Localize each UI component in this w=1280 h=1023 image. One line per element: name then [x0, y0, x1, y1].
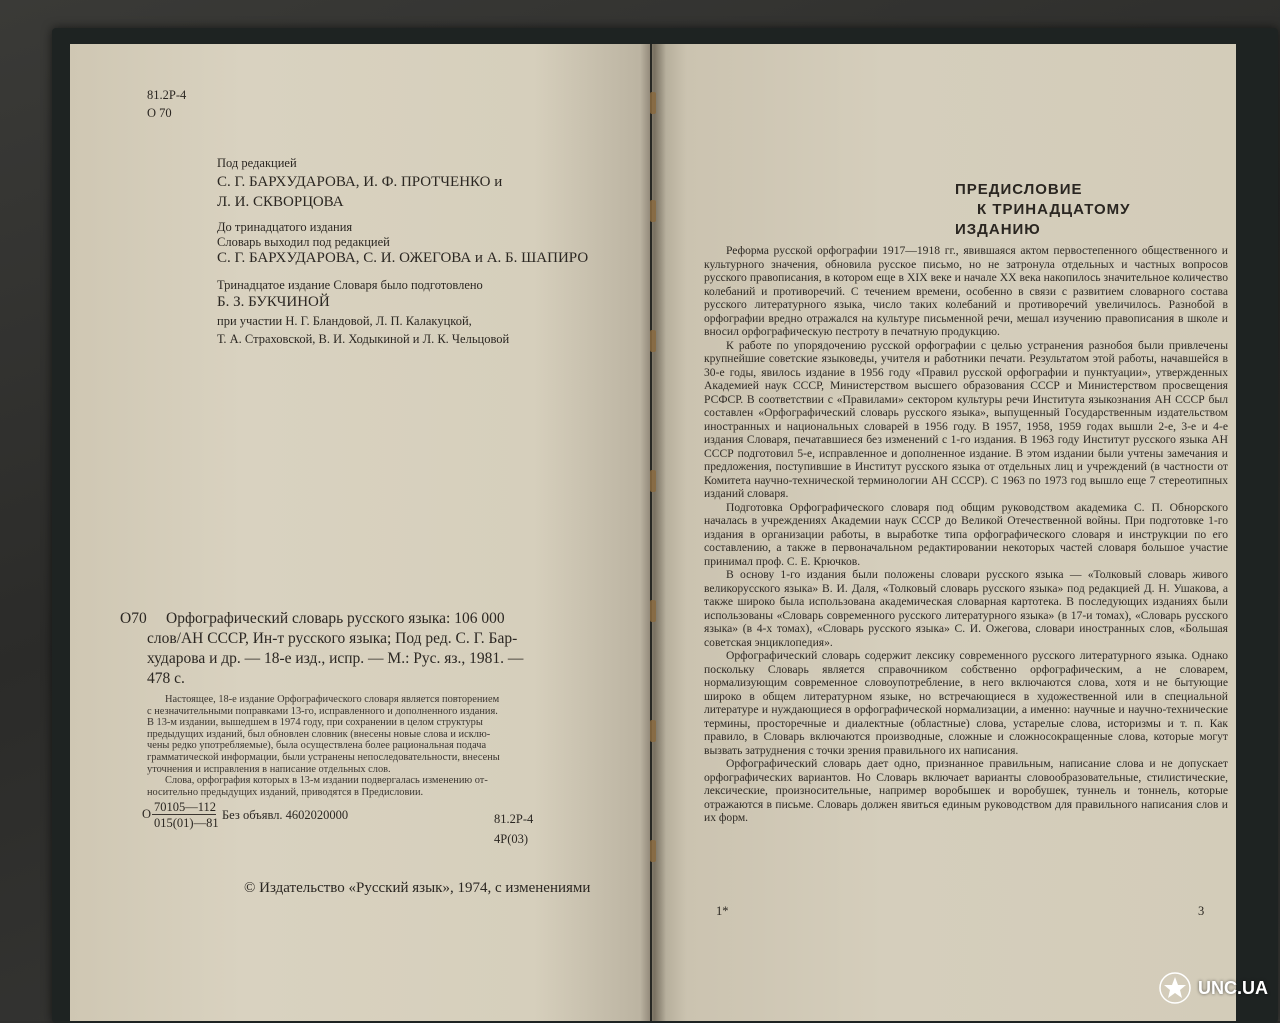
- paragraph: Орфографический словарь содержит лексику современного русского литературного языка. Однако поскольку Словарь является справочником собственно орфографическим, а не словарем, нормализующим современное словоупотребление, в него включаются слова, хотя и не бытующие широко в общем литературном языке, но встречающиеся в художественной или в специальной литературе и нуждающиеся в орфографической нормализации, а именно: научные и научно-технические термины, просторечные и диалектные (областные) слова, устарелые слова, историзмы и т. п. Как правило, в Словарь включаются производные, сложные и сложносокращенные слова, которые могут вызвать затруднения с точки зрения правильного их написания.: [704, 649, 1228, 757]
- edition-notice: Настоящее, 18-е издание Орфографического словаря является повторением с незначительными поправками 13-го, исправленного и дополненного издания. В 13-м издании, вышедшем в 1974 году, при сохранении в целом структуры предыдущих изданий, был обновлен словник (внесены новые слова и исклю- чены редко употребляемые), была осуществлена более рациональная подача грамматической информации, были устранены непоследовательности, внесены уточнения и исправления в написание отдельных слов. Слова, орфография которых в 13-м издании подвергалась изменению от- носительно предыдущих изданий, приводятся в Предисловии.: [147, 694, 500, 798]
- catalog-code: 81.2Р-4: [147, 88, 187, 102]
- prev-editors-names: С. Г. БАРХУДАРОВА, С. И. ОЖЕГОВА и А. Б. ШАПИРО: [217, 250, 589, 266]
- paragraph: В основу 1-го издания были положены словари русского языка — «Толковый словарь живого великорусского языка» В. И. Даля, «Толковый словарь русского языка» под редакцией Д. Н. Ушакова, а также широко была использована академическая словарная картотека. В последующих изданиях были использованы «Словарь современного русского литературного языка» (в 17-и томах), «Словарь русского языка» (в 4-х томах), «Словарь русского языка» С. И. Ожегова, словари иностранных слов, «Большая советская энциклопедия».: [704, 568, 1228, 649]
- page-number: 3: [1198, 904, 1205, 918]
- copyright: © Издательство «Русский язык», 1974, с изменениями: [244, 880, 591, 896]
- catalog-line-2: слов/АН СССР, Ин-т русского языка; Под ред. С. Г. Бар-: [147, 630, 518, 647]
- prepared-name: Б. З. БУКЧИНОЙ: [217, 294, 330, 310]
- watermark: [1158, 971, 1268, 1005]
- catalog-line-3: хударова и др. — 18-е изд., испр. — М.: Рус. яз., 1981. —: [147, 650, 524, 667]
- free-distribution: Без объявл. 4602020000: [222, 808, 349, 822]
- paragraph: Подготовка Орфографического словаря под общим руководством академика С. П. Обнорского началась в учреждениях Академии наук СССР до Великой Отечественной войны. При подготовке 1-го издания в организации работы, в выработке типа орфографического словаря и инструкции по его составлению, а также в первоначальном редактировании некоторых частей словаря большое участие принимал проф. С. Е. Крючков.: [704, 500, 1228, 568]
- watermark-text: UNC.UA: [1198, 977, 1268, 998]
- binding-thread: [650, 720, 656, 742]
- right-page: [652, 44, 1236, 1021]
- catalog-code-2: О 70: [147, 106, 172, 120]
- fraction-rule: [152, 814, 216, 815]
- preface-body: [704, 244, 1228, 825]
- paragraph: Орфографический словарь дает одно, признанное правильным, написание слова и не допускает орфографических вариантов. Но Словарь включает варианты словообразовательные, стилистические, лексические, произносительные, например воробышек и воробушек, туннель и тоннель, которые отражаются в письме. Словарь должен явиться единым руководством для правильного написания слов и их форм.: [704, 757, 1228, 824]
- bbk-code: 81.2Р-4: [494, 812, 534, 826]
- star-logo-icon: [1158, 971, 1192, 1005]
- book-spine-gutter: [640, 44, 666, 1021]
- editors-names-1: С. Г. БАРХУДАРОВА, И. Ф. ПРОТЧЕНКО и: [217, 174, 503, 190]
- binding-thread: [650, 330, 656, 352]
- binding-thread: [650, 600, 656, 622]
- signature-mark: 1*: [716, 904, 729, 918]
- participants-1: при участии Н. Г. Бландовой, Л. П. Калакуцкой,: [217, 314, 472, 328]
- binding-thread: [650, 840, 656, 862]
- editors-names-2: Л. И. СКВОРЦОВА: [217, 194, 344, 210]
- binding-thread: [650, 200, 656, 222]
- fraction-bottom: 015(01)—81: [154, 816, 219, 830]
- catalog-mark: О70: [120, 610, 147, 627]
- editors-label: Под редакцией: [217, 156, 297, 170]
- bbk-code-2: 4Р(03): [494, 832, 529, 846]
- preface-heading: ПРЕДИСЛОВИЕ К ТРИНАДЦАТОМУ ИЗДАНИЮ: [955, 181, 1131, 238]
- prepared-label: Тринадцатое издание Словаря было подготовлено: [217, 278, 483, 292]
- left-page: [70, 44, 650, 1021]
- paragraph: Реформа русской орфографии 1917—1918 гг., явившаяся актом первостепенного общественного и культурного значения, обновила русское письмо, но не затронула отдельных и частных вопросов русского правописания, в котором еще в XIX веке и начале XX века накопилось значительное количество колебаний и противоречий. С течением времени, особенно в связи с развитием словарного состава русского литературного языка, число таких колебаний и противоречий увеличилось. Разнобой в орфографии вредно отражался на культуре письменной речи, мешал изучению правописания в школе и вносил орфографическую пестроту в печатную продукцию.: [704, 244, 1228, 338]
- catalog-line-1: Орфографический словарь русского языка: 106 000: [166, 610, 505, 627]
- prev-editors-label-2: Словарь выходил под редакцией: [217, 235, 390, 249]
- prev-editors-label-1: До тринадцатого издания: [217, 220, 353, 234]
- fraction-prefix: О: [142, 807, 152, 821]
- participants-2: Т. А. Страховской, В. И. Ходыкиной и Л. К. Чельцовой: [217, 332, 510, 346]
- paragraph: К работе по упорядочению русской орфографии с целью устранения разнобоя были привлечены крупнейшие советские языковеды, учителя и работники печати. Результатом этой работы, начавшейся в 30-е годы, явилось издание в 1956 году «Правил русской орфографии и пунктуации», утвержденных Академией наук СССР, Министерством высшего образования СССР и Министерством просвещения РСФСР. В соответствии с «Правилами» сектором культуры речи Института языкознания АН СССР был составлен «Орфографический словарь русского языка», выпущенный Государственным издательством иностранных и национальных словарей в 1956 году. В 1957, 1958, 1959 годах вышли 2-е, 3-е и 4-е издания Словаря, печатавшиеся без изменений с 1-го издания. В 1963 году Институт русского языка АН СССР подготовил 5-е, исправленное и дополненное издание. В этом издании были учтены замечания и предложения, поступившие в Институт русского языка от отдельных лиц и учреждений (в частности от Комитета научно-технической терминологии АН СССР). С 1963 по 1973 год вышло еще 7 стереотипных изданий словаря.: [704, 338, 1228, 500]
- binding-thread: [650, 92, 656, 114]
- binding-thread: [650, 470, 656, 492]
- fraction-top: 70105—112: [154, 800, 217, 814]
- catalog-line-4: 478 с.: [147, 670, 185, 687]
